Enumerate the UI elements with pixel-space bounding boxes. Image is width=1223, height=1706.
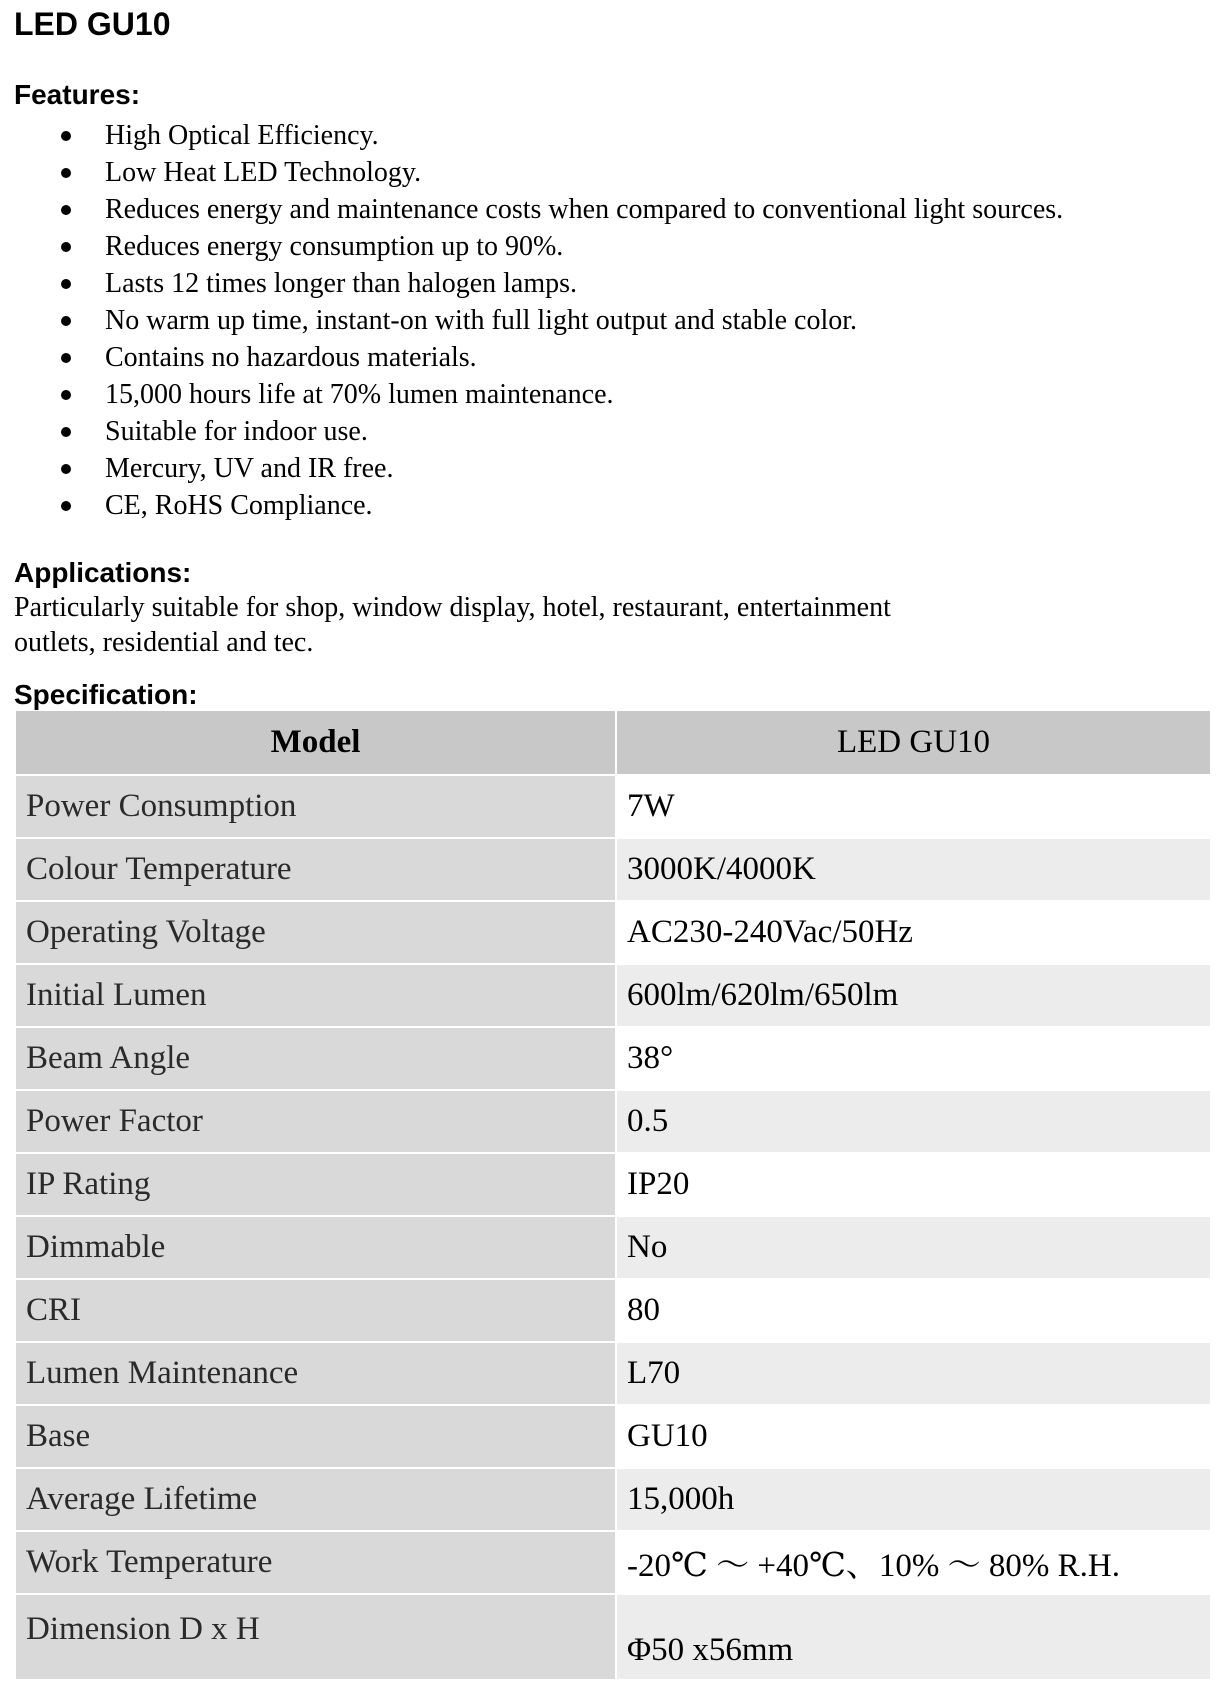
list-item: [0, 413, 1223, 450]
spec-label: Beam Angle: [16, 1027, 616, 1090]
spec-label: Colour Temperature: [16, 838, 616, 901]
list-item: [0, 265, 1223, 302]
applications-heading: Applications:: [14, 557, 192, 588]
spec-value: -20℃ ～ +40℃、10% ～ 80% R.H.: [616, 1531, 1210, 1594]
spec-value: 7W: [616, 775, 1210, 838]
list-item: [0, 487, 1223, 524]
table-row: [16, 1531, 1210, 1594]
spec-label: Dimension D x H: [16, 1594, 616, 1680]
feature-text: High Optical Efficiency.: [105, 120, 379, 151]
bullet-icon: [61, 427, 71, 437]
document-title: LED GU10: [14, 6, 171, 42]
feature-text: Lasts 12 times longer than halogen lamps.: [105, 268, 578, 299]
spec-label: Average Lifetime: [16, 1468, 616, 1531]
table-row: [16, 964, 1210, 1027]
list-item: [0, 228, 1223, 265]
spec-label: Operating Voltage: [16, 901, 616, 964]
bullet-icon: [61, 168, 71, 178]
specification-heading: Specification:: [14, 679, 198, 710]
table-row: [16, 1342, 1210, 1405]
spec-value: 80: [616, 1279, 1210, 1342]
spec-label: Lumen Maintenance: [16, 1342, 616, 1405]
bullet-icon: [61, 205, 71, 215]
table-row: [16, 1216, 1210, 1279]
features-list: [0, 117, 1223, 524]
list-item: [0, 450, 1223, 487]
feature-text: Reduces energy consumption up to 90%.: [105, 231, 564, 262]
spec-value: 3000K/4000K: [616, 838, 1210, 901]
spec-label: CRI: [16, 1279, 616, 1342]
spec-value: 600lm/620lm/650lm: [616, 964, 1210, 1027]
bullet-icon: [61, 242, 71, 252]
feature-text: Suitable for indoor use.: [105, 416, 368, 447]
spec-value: L70: [616, 1342, 1210, 1405]
list-item: [0, 302, 1223, 339]
applications-text: Particularly suitable for shop, window display, hotel, restaurant, entertainment outlets, residential and tec.: [14, 592, 891, 658]
spec-value: Φ50 x56mm: [616, 1594, 1210, 1680]
bullet-icon: [61, 390, 71, 400]
table-row: [16, 1027, 1210, 1090]
list-item: [0, 376, 1223, 413]
table-row: [16, 1279, 1210, 1342]
table-row: [16, 838, 1210, 901]
spec-label: Power Factor: [16, 1090, 616, 1153]
spec-value: No: [616, 1216, 1210, 1279]
feature-text: Contains no hazardous materials.: [105, 342, 477, 373]
specification-table: [16, 711, 1210, 1681]
spec-value: 15,000h: [616, 1468, 1210, 1531]
bullet-icon: [61, 501, 71, 511]
features-heading: Features:: [14, 79, 141, 110]
bullet-icon: [61, 464, 71, 474]
model-header-value: LED GU10: [616, 711, 1210, 775]
spec-label: Initial Lumen: [16, 964, 616, 1027]
table-header-row: [16, 711, 1210, 775]
table-row: [16, 1405, 1210, 1468]
table-row: [16, 775, 1210, 838]
table-row: [16, 1468, 1210, 1531]
table-row: [16, 1153, 1210, 1216]
spec-value: 38°: [616, 1027, 1210, 1090]
feature-text: No warm up time, instant-on with full light output and stable color.: [105, 305, 858, 336]
spec-label: Base: [16, 1405, 616, 1468]
spec-value: 0.5: [616, 1090, 1210, 1153]
bullet-icon: [61, 316, 71, 326]
list-item: [0, 339, 1223, 376]
spec-label: Dimmable: [16, 1216, 616, 1279]
feature-text: Mercury, UV and IR free.: [105, 453, 394, 484]
spec-label: IP Rating: [16, 1153, 616, 1216]
table-row: [16, 901, 1210, 964]
spec-value: GU10: [616, 1405, 1210, 1468]
spec-value: IP20: [616, 1153, 1210, 1216]
list-item: [0, 117, 1223, 154]
feature-text: Low Heat LED Technology.: [105, 157, 422, 188]
feature-text: CE, RoHS Compliance.: [105, 490, 373, 521]
table-row: [16, 1090, 1210, 1153]
bullet-icon: [61, 353, 71, 363]
feature-text: Reduces energy and maintenance costs when compared to conventional light sources.: [105, 194, 1064, 225]
bullet-icon: [61, 279, 71, 289]
model-header-label: Model: [16, 711, 616, 775]
feature-text: 15,000 hours life at 70% lumen maintenance.: [105, 379, 614, 410]
list-item: [0, 154, 1223, 191]
spec-value: AC230-240Vac/50Hz: [616, 901, 1210, 964]
bullet-icon: [61, 131, 71, 141]
list-item: [0, 191, 1223, 228]
table-row: [16, 1594, 1210, 1680]
spec-label: Work Temperature: [16, 1531, 616, 1594]
spec-label: Power Consumption: [16, 775, 616, 838]
